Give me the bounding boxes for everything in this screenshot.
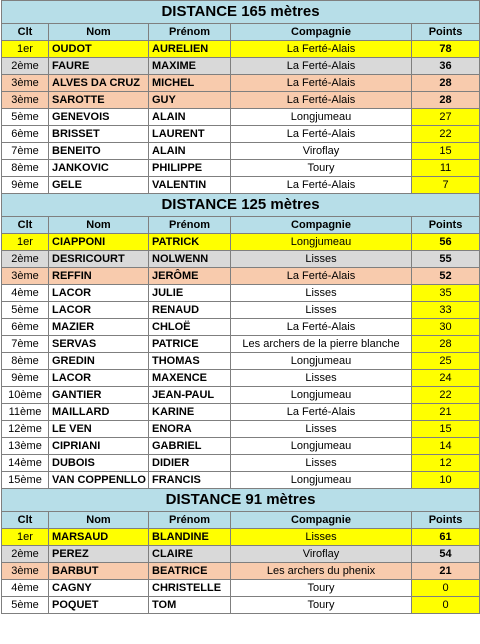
nom-cell: PEREZ (49, 546, 149, 563)
compagnie-cell: Lisses (231, 302, 412, 319)
nom-cell: CAGNY (49, 580, 149, 597)
rank-cell: 13ème (2, 438, 49, 455)
header-prenom: Prénom (149, 24, 231, 41)
points-cell: 22 (412, 387, 480, 404)
nom-cell: GREDIN (49, 353, 149, 370)
column-header-row (2, 24, 480, 41)
table-row (2, 438, 480, 455)
table-row (2, 580, 480, 597)
nom-cell: VAN COPPENLLO (49, 472, 149, 489)
prenom-cell: KARINE (149, 404, 231, 421)
rank-cell: 5ème (2, 109, 49, 126)
prenom-cell: BLANDINE (149, 529, 231, 546)
table-row (2, 319, 480, 336)
prenom-cell: PATRICE (149, 336, 231, 353)
rank-cell: 5ème (2, 302, 49, 319)
rank-cell: 12ème (2, 421, 49, 438)
nom-cell: POQUET (49, 597, 149, 614)
points-cell: 52 (412, 268, 480, 285)
rank-cell: 7ème (2, 143, 49, 160)
prenom-cell: LAURENT (149, 126, 231, 143)
rank-cell: 1er (2, 41, 49, 58)
header-rank: Clt (2, 512, 49, 529)
table-row (2, 455, 480, 472)
prenom-cell: TOM (149, 597, 231, 614)
prenom-cell: GABRIEL (149, 438, 231, 455)
compagnie-cell: La Ferté-Alais (231, 126, 412, 143)
compagnie-cell: La Ferté-Alais (231, 404, 412, 421)
nom-cell: MAZIER (49, 319, 149, 336)
table-row (2, 353, 480, 370)
prenom-cell: PATRICK (149, 234, 231, 251)
points-cell: 10 (412, 472, 480, 489)
prenom-cell: ALAIN (149, 143, 231, 160)
table-row (2, 58, 480, 75)
points-cell: 56 (412, 234, 480, 251)
rank-cell: 9ème (2, 177, 49, 194)
compagnie-cell: Lisses (231, 455, 412, 472)
table-row (2, 109, 480, 126)
nom-cell: CIAPPONI (49, 234, 149, 251)
rank-cell: 14ème (2, 455, 49, 472)
points-cell: 21 (412, 563, 480, 580)
rank-cell: 7ème (2, 336, 49, 353)
header-compagnie: Compagnie (231, 217, 412, 234)
points-cell: 27 (412, 109, 480, 126)
table-row (2, 41, 480, 58)
prenom-cell: CHLOË (149, 319, 231, 336)
points-cell: 12 (412, 455, 480, 472)
prenom-cell: CHRISTELLE (149, 580, 231, 597)
table-row (2, 143, 480, 160)
rank-cell: 4ème (2, 580, 49, 597)
header-rank: Clt (2, 217, 49, 234)
points-cell: 14 (412, 438, 480, 455)
prenom-cell: PHILIPPE (149, 160, 231, 177)
points-cell: 28 (412, 336, 480, 353)
rank-cell: 15ème (2, 472, 49, 489)
compagnie-cell: Toury (231, 597, 412, 614)
rank-cell: 3ème (2, 563, 49, 580)
section-title-row (2, 1, 480, 24)
points-cell: 55 (412, 251, 480, 268)
rank-cell: 6ème (2, 126, 49, 143)
header-compagnie: Compagnie (231, 24, 412, 41)
points-cell: 15 (412, 143, 480, 160)
nom-cell: DESRICOURT (49, 251, 149, 268)
nom-cell: FAURE (49, 58, 149, 75)
rank-cell: 11ème (2, 404, 49, 421)
rank-cell: 5ème (2, 597, 49, 614)
table-row (2, 251, 480, 268)
prenom-cell: ALAIN (149, 109, 231, 126)
compagnie-cell: La Ferté-Alais (231, 41, 412, 58)
prenom-cell: MAXIME (149, 58, 231, 75)
compagnie-cell: La Ferté-Alais (231, 58, 412, 75)
header-nom: Nom (49, 512, 149, 529)
prenom-cell: NOLWENN (149, 251, 231, 268)
compagnie-cell: Toury (231, 580, 412, 597)
points-cell: 25 (412, 353, 480, 370)
nom-cell: LACOR (49, 285, 149, 302)
nom-cell: CIPRIANI (49, 438, 149, 455)
prenom-cell: THOMAS (149, 353, 231, 370)
table-row (2, 302, 480, 319)
table-row (2, 92, 480, 109)
points-cell: 30 (412, 319, 480, 336)
nom-cell: ALVES DA CRUZ (49, 75, 149, 92)
points-cell: 21 (412, 404, 480, 421)
prenom-cell: RENAUD (149, 302, 231, 319)
compagnie-cell: Longjumeau (231, 387, 412, 404)
rank-cell: 3ème (2, 92, 49, 109)
compagnie-cell: Lisses (231, 285, 412, 302)
prenom-cell: FRANCIS (149, 472, 231, 489)
nom-cell: LACOR (49, 302, 149, 319)
table-row (2, 421, 480, 438)
table-row (2, 177, 480, 194)
prenom-cell: JERÔME (149, 268, 231, 285)
points-cell: 28 (412, 92, 480, 109)
table-row (2, 160, 480, 177)
prenom-cell: CLAIRE (149, 546, 231, 563)
prenom-cell: VALENTIN (149, 177, 231, 194)
points-cell: 11 (412, 160, 480, 177)
points-cell: 0 (412, 597, 480, 614)
compagnie-cell: La Ferté-Alais (231, 268, 412, 285)
table-row (2, 529, 480, 546)
section-title: DISTANCE 125 mètres (2, 194, 480, 217)
header-points: Points (412, 217, 480, 234)
header-prenom: Prénom (149, 217, 231, 234)
nom-cell: DUBOIS (49, 455, 149, 472)
table-row (2, 404, 480, 421)
points-cell: 36 (412, 58, 480, 75)
compagnie-cell: Viroflay (231, 546, 412, 563)
rank-cell: 8ème (2, 353, 49, 370)
section-title-row (2, 489, 480, 512)
compagnie-cell: Longjumeau (231, 472, 412, 489)
compagnie-cell: Longjumeau (231, 353, 412, 370)
section-title: DISTANCE 91 mètres (2, 489, 480, 512)
rank-cell: 1er (2, 529, 49, 546)
nom-cell: SAROTTE (49, 92, 149, 109)
points-cell: 0 (412, 580, 480, 597)
rank-cell: 9ème (2, 370, 49, 387)
table-row (2, 387, 480, 404)
prenom-cell: JULIE (149, 285, 231, 302)
nom-cell: REFFIN (49, 268, 149, 285)
table-row (2, 234, 480, 251)
rank-cell: 3ème (2, 75, 49, 92)
points-cell: 22 (412, 126, 480, 143)
table-row (2, 563, 480, 580)
header-compagnie: Compagnie (231, 512, 412, 529)
rank-cell: 1er (2, 234, 49, 251)
header-nom: Nom (49, 217, 149, 234)
prenom-cell: GUY (149, 92, 231, 109)
nom-cell: SERVAS (49, 336, 149, 353)
nom-cell: BRISSET (49, 126, 149, 143)
table-row (2, 75, 480, 92)
prenom-cell: BEATRICE (149, 563, 231, 580)
compagnie-cell: La Ferté-Alais (231, 92, 412, 109)
rank-cell: 4ème (2, 285, 49, 302)
compagnie-cell: La Ferté-Alais (231, 177, 412, 194)
compagnie-cell: Lisses (231, 370, 412, 387)
points-cell: 33 (412, 302, 480, 319)
table-row (2, 126, 480, 143)
table-row (2, 285, 480, 302)
nom-cell: MAILLARD (49, 404, 149, 421)
compagnie-cell: Les archers de la pierre blanche (231, 336, 412, 353)
nom-cell: BARBUT (49, 563, 149, 580)
rank-cell: 6ème (2, 319, 49, 336)
points-cell: 61 (412, 529, 480, 546)
nom-cell: GANTIER (49, 387, 149, 404)
nom-cell: BENEITO (49, 143, 149, 160)
column-header-row (2, 217, 480, 234)
header-prenom: Prénom (149, 512, 231, 529)
nom-cell: JANKOVIC (49, 160, 149, 177)
section-title: DISTANCE 165 mètres (2, 1, 480, 24)
compagnie-cell: Toury (231, 160, 412, 177)
nom-cell: LE VEN (49, 421, 149, 438)
nom-cell: GELE (49, 177, 149, 194)
header-points: Points (412, 24, 480, 41)
prenom-cell: AURELIEN (149, 41, 231, 58)
results-body (2, 1, 480, 614)
compagnie-cell: Lisses (231, 421, 412, 438)
prenom-cell: DIDIER (149, 455, 231, 472)
points-cell: 78 (412, 41, 480, 58)
rank-cell: 2ème (2, 58, 49, 75)
prenom-cell: MICHEL (149, 75, 231, 92)
compagnie-cell: La Ferté-Alais (231, 75, 412, 92)
points-cell: 15 (412, 421, 480, 438)
rank-cell: 2ème (2, 251, 49, 268)
rank-cell: 3ème (2, 268, 49, 285)
points-cell: 54 (412, 546, 480, 563)
rank-cell: 10ème (2, 387, 49, 404)
compagnie-cell: Longjumeau (231, 109, 412, 126)
table-row (2, 268, 480, 285)
rank-cell: 8ème (2, 160, 49, 177)
nom-cell: LACOR (49, 370, 149, 387)
compagnie-cell: Longjumeau (231, 234, 412, 251)
header-nom: Nom (49, 24, 149, 41)
prenom-cell: JEAN-PAUL (149, 387, 231, 404)
compagnie-cell: Longjumeau (231, 438, 412, 455)
section-title-row (2, 194, 480, 217)
prenom-cell: ENORA (149, 421, 231, 438)
prenom-cell: MAXENCE (149, 370, 231, 387)
table-row (2, 336, 480, 353)
nom-cell: GENEVOIS (49, 109, 149, 126)
compagnie-cell: Lisses (231, 251, 412, 268)
compagnie-cell: Viroflay (231, 143, 412, 160)
nom-cell: OUDOT (49, 41, 149, 58)
header-rank: Clt (2, 24, 49, 41)
results-table (1, 0, 480, 614)
rank-cell: 2ème (2, 546, 49, 563)
compagnie-cell: La Ferté-Alais (231, 319, 412, 336)
table-row (2, 546, 480, 563)
table-row (2, 472, 480, 489)
points-cell: 28 (412, 75, 480, 92)
points-cell: 35 (412, 285, 480, 302)
header-points: Points (412, 512, 480, 529)
column-header-row (2, 512, 480, 529)
points-cell: 24 (412, 370, 480, 387)
table-row (2, 597, 480, 614)
points-cell: 7 (412, 177, 480, 194)
compagnie-cell: Lisses (231, 529, 412, 546)
table-row (2, 370, 480, 387)
compagnie-cell: Les archers du phenix (231, 563, 412, 580)
nom-cell: MARSAUD (49, 529, 149, 546)
